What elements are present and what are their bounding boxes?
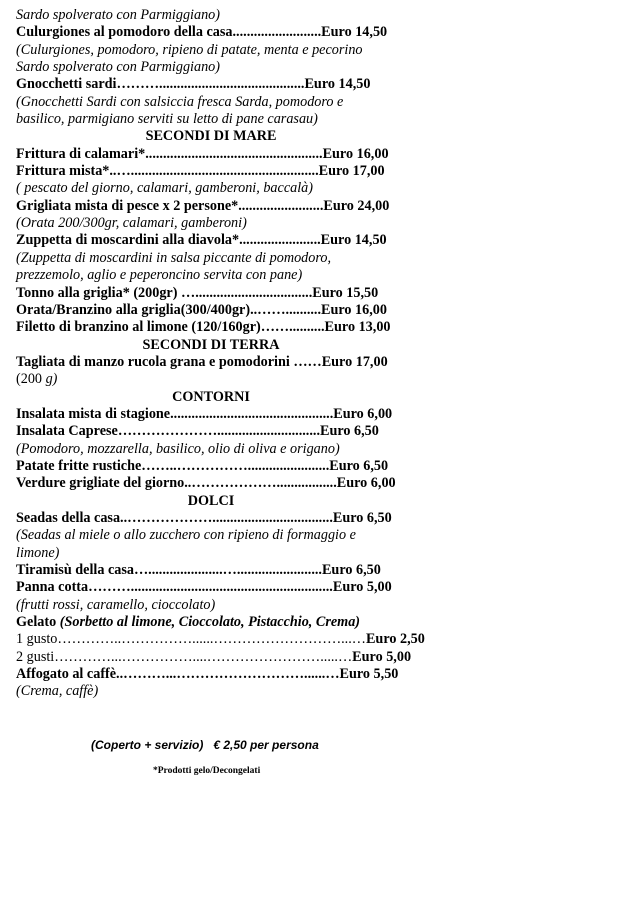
item-description: ( pescato del giorno, calamari, gamberoni, baccalà) xyxy=(16,180,313,197)
menu-item: Gnocchetti sardi……….........................................Euro 14,50 xyxy=(16,76,371,93)
menu-item: Insalata Caprese………………….............................Euro 6,50 xyxy=(16,423,379,440)
menu-item: Patate fritte rustiche……..…………….......................Euro 6,50 xyxy=(16,457,389,474)
section-heading: SECONDI DI MARE xyxy=(145,128,277,145)
item-description: (Orata 200/300gr, calamari, gamberoni) xyxy=(16,215,247,232)
menu-item: Tonno alla griglia* (200gr) ….................................Euro 15,50 xyxy=(16,284,379,301)
item-description: limone) xyxy=(16,544,60,561)
menu-item: Frittura di calamari*..................................................Euro 16,00 xyxy=(16,145,389,162)
item-description: (Culurgiones, pomodoro, ripieno di patate, menta e pecorino xyxy=(16,41,363,58)
menu-item: Orata/Branzino alla griglia(300/400gr)..……..........Euro 16,00 xyxy=(16,301,387,318)
prodotti-note: *Prodotti gelo/Decongelati xyxy=(153,766,261,776)
item-description: (Seadas al miele o allo zucchero con ripieno di formaggio e xyxy=(16,527,356,544)
menu-item: 1 gusto…………..……………......………………………...…Euro 2,50 xyxy=(16,631,425,648)
item-description: (Zuppetta di moscardini in salsa piccante di pomodoro, xyxy=(16,249,331,266)
item-description: (frutti rossi, caramello, cioccolato) xyxy=(16,596,216,613)
section-heading: CONTORNI xyxy=(172,388,250,405)
item-description: (Crema, caffè) xyxy=(16,683,99,700)
menu-item: Filetto di branzino al limone (120/160gr)……..........Euro 13,00 xyxy=(16,319,391,336)
menu-item: Frittura mista*..….....................................................Euro 17,00 xyxy=(16,163,385,180)
item-description: prezzemolo, aglio e peperoncino servita con pane) xyxy=(16,267,303,284)
menu-item: Tiramisù della casa….....................…........................Euro 6,50 xyxy=(16,562,381,578)
menu-item: Verdure grigliate del giorno..……………….................Euro 6,00 xyxy=(16,475,396,492)
menu-item: Insalata mista di stagione..............................................Euro 6,00 xyxy=(16,405,393,422)
item-description: (Pomodoro, mozzarella, basilico, olio di oliva e origano) xyxy=(16,440,340,457)
item-description: Sardo spolverato con Parmiggiano) xyxy=(16,59,220,76)
item-description: Sardo spolverato con Parmiggiano) xyxy=(16,7,220,23)
menu-item: Zuppetta di moscardini alla diavola*.......................Euro 14,50 xyxy=(16,232,387,249)
menu-item: Culurgiones al pomodoro della casa.........................Euro 14,50 xyxy=(16,24,388,41)
menu-page xyxy=(16,7,425,701)
item-note: (200 g) xyxy=(16,371,58,388)
item-description: (Gnocchetti Sardi con salsiccia fresca Sarda, pomodoro e xyxy=(16,93,344,110)
menu-item: Affogato al caffè..………...………………………......…Euro 5,50 xyxy=(16,666,399,683)
section-heading: SECONDI DI TERRA xyxy=(142,336,280,353)
menu-item: Gelato (Sorbetto al limone, Cioccolato, Pistacchio, Crema) xyxy=(16,614,361,631)
section-heading: DOLCI xyxy=(187,492,235,509)
coperto-note: (Coperto + servizio) € 2,50 per persona xyxy=(91,738,319,752)
menu-item: Panna cotta……….........................................................Euro 5,00 xyxy=(16,579,392,596)
menu-item: Tagliata di manzo rucola grana e pomodorini ……Euro 17,00 xyxy=(16,353,388,370)
menu-item: Grigliata mista di pesce x 2 persone*........................Euro 24,00 xyxy=(16,197,390,214)
menu-item: 2 gusti…………...……………....…………………….....…Euro 5,00 xyxy=(16,648,412,665)
menu-item: Seadas della casa..………………..................................Euro 6,50 xyxy=(16,509,392,526)
item-description: basilico, parmigiano serviti su letto di pane carasau) xyxy=(16,111,318,128)
